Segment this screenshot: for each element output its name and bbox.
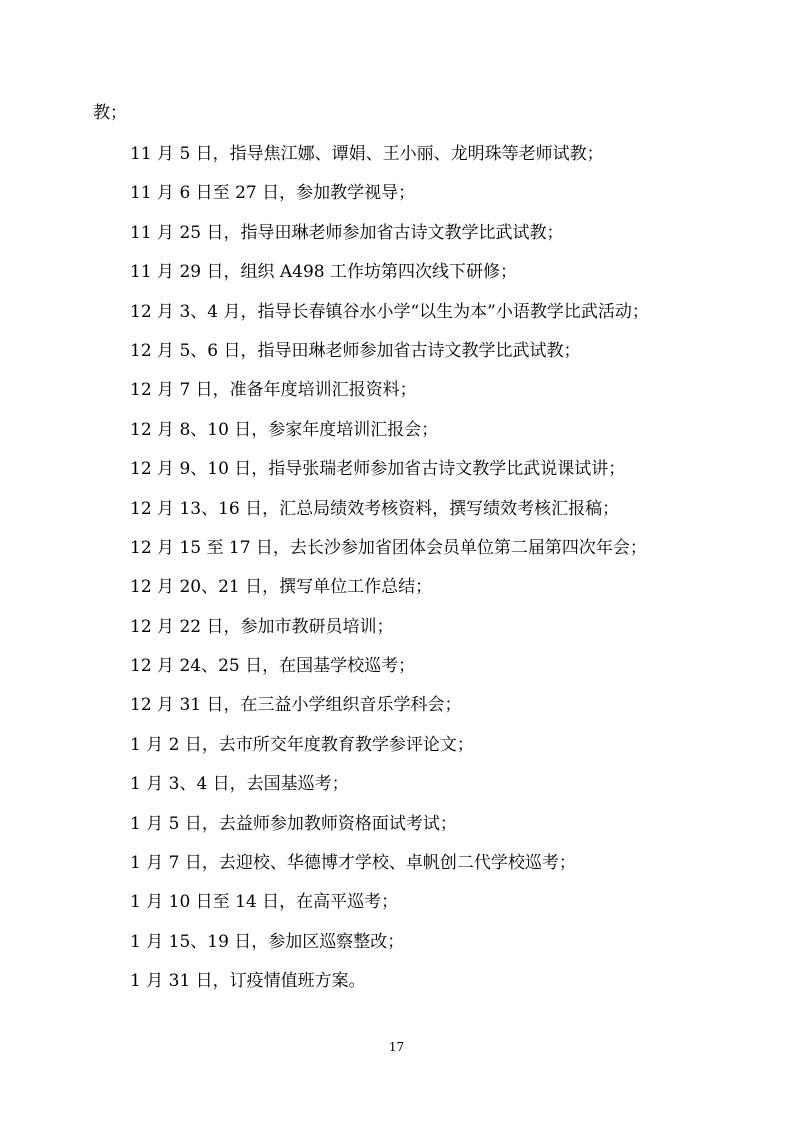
schedule-entry: 1 月 2 日，去市所交年度教育教学参评论文； xyxy=(130,734,474,755)
schedule-entry: 12 月 9、10 日，指导张瑞老师参加省古诗文教学比武说课试讲； xyxy=(130,459,626,480)
schedule-entry: 11 月 25 日，指导田琳老师参加省古诗文教学比武试教； xyxy=(130,222,564,243)
page-number: 17 xyxy=(388,1040,405,1054)
schedule-entry: 12 月 8、10 日，参家年度培训汇报会； xyxy=(130,419,439,440)
continuation-text: 教； xyxy=(93,103,127,123)
schedule-entry: 12 月 3、4 月，指导长春镇谷水小学“以生为本”小语教学比武活动； xyxy=(130,301,649,322)
schedule-entry: 1 月 3、4 日，去国基巡考； xyxy=(130,774,349,795)
schedule-entry: 1 月 7 日，去迎校、华德博才学校、卓帆创二代学校巡考； xyxy=(130,853,576,874)
schedule-entry: 12 月 5、6 日，指导田琳老师参加省古诗文教学比武试教； xyxy=(130,340,581,361)
schedule-entry: 1 月 5 日，去益师参加教师资格面试考试； xyxy=(130,813,457,834)
schedule-entry: 1 月 31 日，订疫情值班方案。 xyxy=(130,971,366,992)
schedule-entry: 12 月 20、21 日，撰写单位工作总结； xyxy=(130,577,433,598)
schedule-entry: 12 月 7 日，准备年度培训汇报资料； xyxy=(130,380,417,401)
schedule-entry: 11 月 5 日，指导焦江娜、谭娟、王小丽、龙明珠等老师试教； xyxy=(130,144,604,164)
schedule-entry: 1 月 10 日至 14 日，在高平巡考； xyxy=(130,892,399,913)
schedule-entry: 1 月 15、19 日，参加区巡察整改； xyxy=(130,931,405,952)
schedule-entry: 11 月 6 日至 27 日，参加教学视导； xyxy=(130,183,416,204)
schedule-entry: 11 月 29 日，组织 A498 工作坊第四次线下研修； xyxy=(130,262,518,283)
schedule-entry: 12 月 15 至 17 日，去长沙参加省团体会员单位第二届第四次年会； xyxy=(130,537,647,558)
schedule-list xyxy=(130,141,649,1008)
schedule-entry: 12 月 22 日，参加市教研员培训； xyxy=(130,616,394,637)
schedule-entry: 12 月 13、16 日，汇总局绩效考核资料，撰写绩效考核汇报稿； xyxy=(130,498,620,519)
schedule-entry: 12 月 24、25 日，在国基学校巡考； xyxy=(130,656,416,677)
schedule-entry: 12 月 31 日，在三益小学组织音乐学科会； xyxy=(130,695,462,716)
